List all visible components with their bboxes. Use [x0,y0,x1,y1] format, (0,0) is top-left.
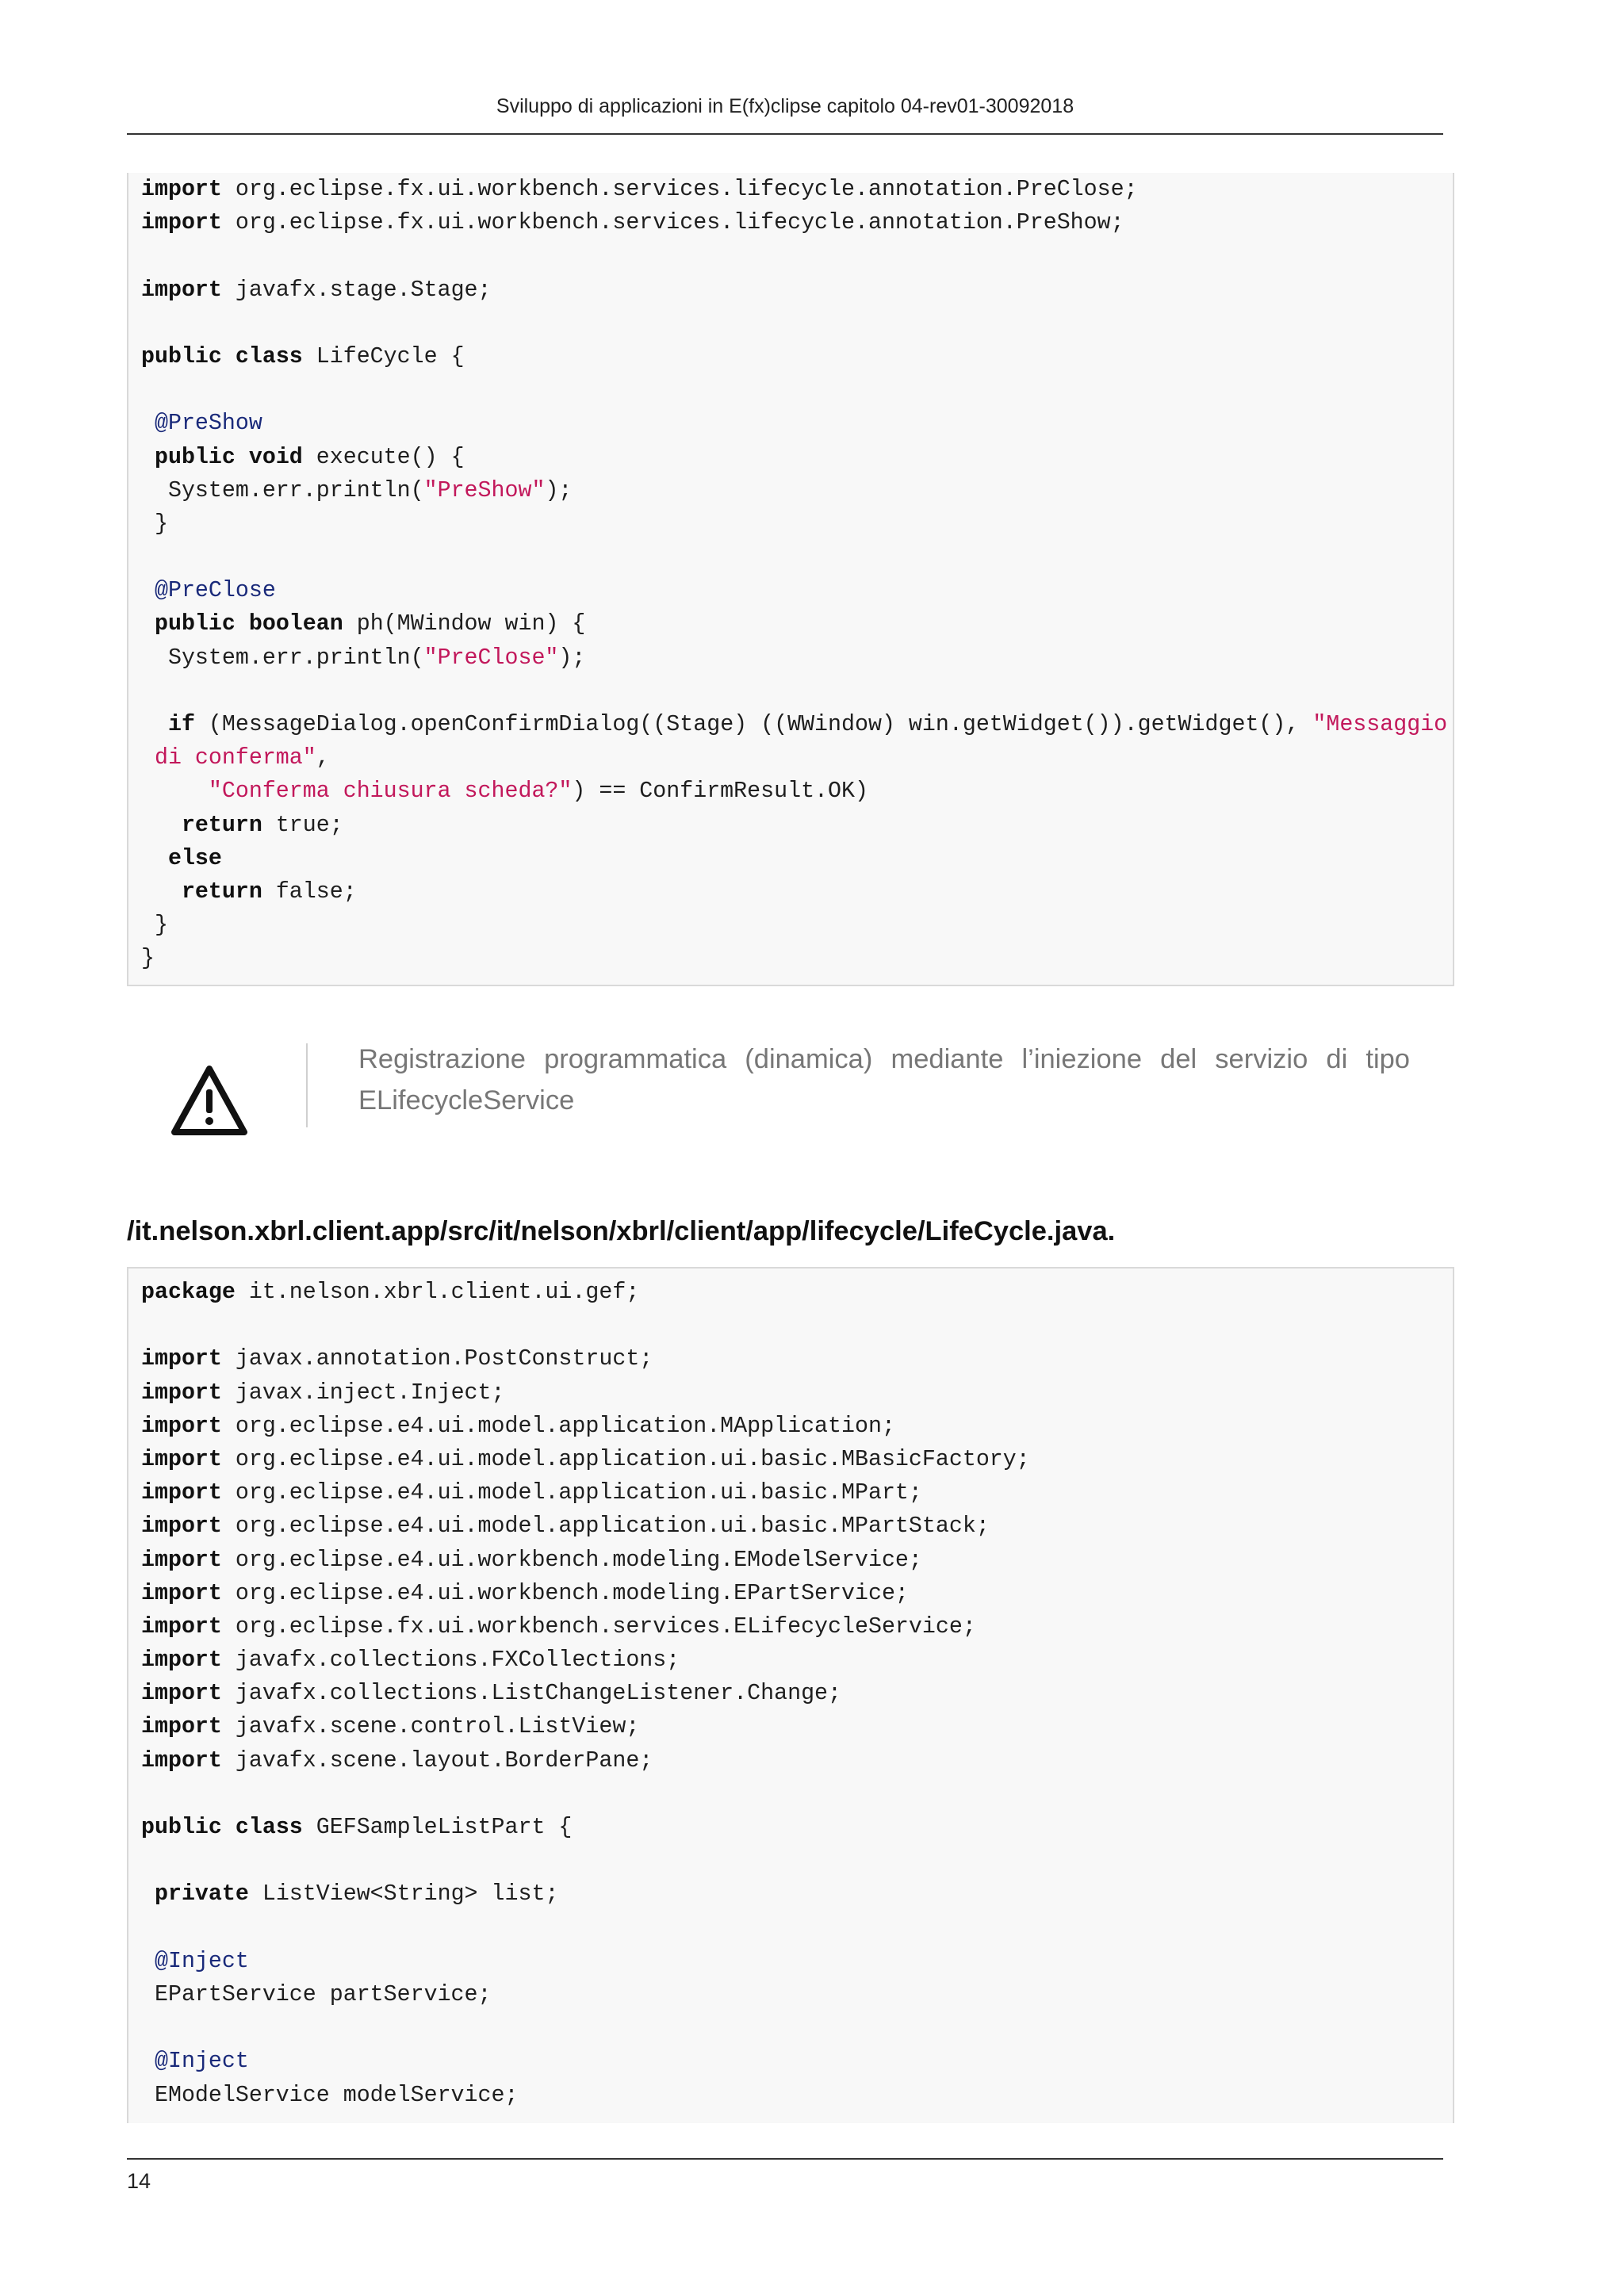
code-line [141,1710,1453,1743]
code-token: import [141,1480,222,1506]
code-line [141,775,1453,808]
code-line [141,1945,1453,1978]
code-token [222,1815,236,1840]
code-token [141,846,168,871]
code-token: "PreClose" [423,645,559,671]
note-divider [306,1043,308,1127]
code-line [141,173,1453,206]
code-token: true; [262,812,343,838]
code-token: org.eclipse.fx.ui.workbench.services.ELifecycleService; [221,1613,976,1640]
code-token: , [316,745,330,771]
code-token: import [141,1647,222,1674]
code-line [141,942,1453,975]
code-line [141,373,1453,407]
code-line [141,675,1453,708]
code-token: @Inject [154,1948,249,1974]
code-token: class [235,1815,303,1840]
code-token: LifeCycle { [302,343,465,369]
code-token: public [141,1815,222,1840]
header-rule [127,133,1443,135]
code-token [141,712,168,737]
code-token: javax.inject.Inject; [221,1380,505,1406]
code-token: ListView<String> list; [248,1881,559,1908]
code-token [141,578,155,603]
code-line [141,1811,1453,1844]
code-token: @PreClose [154,578,276,604]
note-text: Registrazione programmatica (dinamica) mediante l’iniezione del servizio di tipo ELifecycleService [358,1044,1410,1115]
code-token: import [141,210,222,236]
code-token: javafx.collections.FXCollections; [221,1647,680,1674]
code-line [141,1744,1453,1777]
code-token: @Inject [154,2049,249,2075]
code-line [141,1410,1453,1443]
code-line [141,206,1453,239]
code-line [141,1342,1453,1376]
code-token: import [141,1747,222,1774]
code-token [141,1949,155,1974]
code-token: ) == ConfirmResult.OK) [572,779,868,805]
code-token: org.eclipse.e4.ui.model.application.ui.basic.MPartStack; [221,1513,990,1540]
code-line [141,340,1453,373]
code-line [141,574,1453,607]
code-line [141,541,1453,574]
code-token: import [141,1446,222,1472]
code-line [141,1978,1453,2011]
code-line [141,474,1453,507]
code-line [141,875,1453,909]
code-token: ); [558,645,586,671]
code-token: import [141,1613,222,1640]
code-token [141,745,155,771]
code-token: public [154,444,236,470]
page-number: 14 [127,2169,151,2193]
code-token: false; [262,878,357,905]
code-token [141,813,182,838]
code-token [141,2049,155,2074]
code-token: org.eclipse.e4.ui.workbench.modeling.EModelService; [221,1547,922,1573]
code-token: (MessageDialog.openConfirmDialog((Stage) ((WWindow) win.getWidget()).getWidget(), [194,712,1313,737]
code-token: return [181,878,262,905]
code-token: ); [545,477,573,503]
code-token: it.nelson.xbrl.client.ui.gef; [235,1280,640,1305]
code-token: } [141,913,168,939]
code-token: private [154,1881,249,1908]
code-line [141,1877,1453,1911]
code-token: import [141,1714,222,1740]
code-line [141,2079,1453,2112]
code-token [222,344,236,369]
code-token: "Conferma chiusura scheda?" [208,779,573,805]
code-token: GEFSampleListPart { [302,1815,573,1840]
code-token [141,779,209,804]
warning-icon [170,1064,249,1137]
code-line [141,1276,1453,1309]
code-line [141,1610,1453,1644]
code-token [141,1881,155,1907]
code-token: System.err.println( [141,645,424,671]
code-line [141,507,1453,541]
code-token: import [141,1681,222,1707]
code-line [141,274,1453,307]
code-token: package [141,1280,236,1305]
code-line [141,1376,1453,1410]
code-token: import [141,1580,222,1606]
code-line [141,441,1453,474]
code-token: org.eclipse.e4.ui.workbench.modeling.EPartService; [221,1580,909,1606]
code-line [141,1677,1453,1710]
code-token: import [141,1413,222,1439]
code-token: boolean [248,611,343,637]
code-token: System.err.println( [141,477,424,503]
code-block-lifecycle-annotations [127,173,1454,986]
code-token: "Messaggio [1312,712,1448,737]
code-line [141,2045,1453,2078]
code-line [141,307,1453,340]
code-token [236,445,249,470]
code-token [141,611,155,637]
code-line [141,2011,1453,2045]
running-header: Sviluppo di applicazioni in E(fx)clipse capitolo 04-rev01-30092018 [496,95,1074,117]
code-token: import [141,277,222,303]
code-line [141,741,1453,775]
code-token: javafx.scene.layout.BorderPane; [221,1747,653,1774]
code-token: import [141,1513,222,1540]
footer-rule [127,2158,1443,2160]
code-block-gef-sample-list-part [127,1267,1454,2123]
code-token: import [141,1346,222,1372]
code-line [141,1510,1453,1543]
code-token [236,611,249,637]
code-line [141,607,1453,641]
code-token: ph(MWindow win) { [343,611,586,637]
code-line [141,1911,1453,1945]
code-line [141,1844,1453,1877]
code-token: javax.annotation.PostConstruct; [221,1346,653,1372]
code-token: } [141,511,168,537]
code-token: javafx.collections.ListChangeListener.Change; [221,1681,842,1707]
code-line [141,1777,1453,1811]
code-line [141,1443,1453,1476]
code-line [141,1544,1453,1577]
code-line [141,842,1453,875]
file-path-heading: /it.nelson.xbrl.client.app/src/it/nelson/xbrl/client/app/lifecycle/LifeCycle.java. [127,1216,1116,1246]
note-callout [127,1039,1443,1150]
code-token: else [167,845,222,871]
code-token [141,879,182,905]
code-token: javafx.stage.Stage; [221,277,492,303]
code-token: execute() { [302,444,465,470]
code-token: import [141,1547,222,1573]
code-token: public [141,343,222,369]
code-token: class [235,343,303,369]
code-token: void [248,444,303,470]
code-token: if [167,712,195,737]
code-token: EPartService partService; [141,1981,492,2007]
code-token: public [154,611,236,637]
code-token: "PreShow" [423,477,546,503]
code-line [141,1476,1453,1510]
code-token: di conferma" [154,745,316,771]
code-token: org.eclipse.fx.ui.workbench.services.lifecycle.annotation.PreClose; [221,177,1138,202]
code-token: return [181,812,262,838]
code-line [141,1309,1453,1342]
code-token: org.eclipse.fx.ui.workbench.services.lifecycle.annotation.PreShow; [221,210,1124,236]
code-token: import [141,1380,222,1406]
code-token: javafx.scene.control.ListView; [221,1714,640,1740]
code-line [141,909,1453,942]
code-token [141,411,155,436]
code-line [141,1644,1453,1677]
code-line [141,239,1453,273]
code-token [141,445,155,470]
code-token: EModelService modelService; [141,2082,519,2108]
code-line [141,407,1453,440]
code-line [141,809,1453,842]
code-token: } [141,946,155,972]
code-token: @PreShow [154,411,262,437]
code-token: import [141,177,222,202]
code-line [141,708,1453,741]
code-line [141,1577,1453,1610]
code-line [141,641,1453,675]
code-token: org.eclipse.e4.ui.model.application.ui.basic.MPart; [221,1480,922,1506]
code-token: org.eclipse.e4.ui.model.application.ui.basic.MBasicFactory; [221,1446,1030,1472]
code-token: org.eclipse.e4.ui.model.application.MApplication; [221,1413,895,1439]
